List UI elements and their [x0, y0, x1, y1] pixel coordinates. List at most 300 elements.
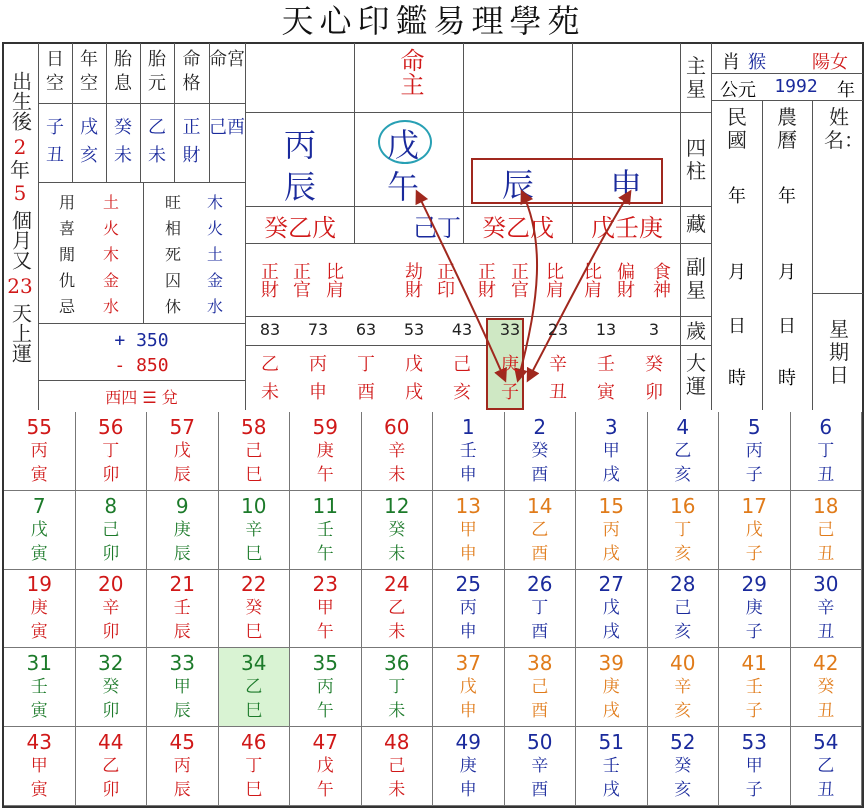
- jiazi-number: 9: [175, 493, 189, 518]
- luck-unit-month: 個月又: [8, 210, 33, 270]
- sub-star: 劫財: [402, 262, 423, 298]
- wuxing-label: 忌: [58, 297, 75, 316]
- wuxing-value: 木: [206, 193, 223, 212]
- jiazi-number: 36: [384, 651, 410, 676]
- jiazi-cell: [719, 412, 791, 491]
- jiazi-cell: [719, 727, 791, 806]
- luck-age: 33: [499, 320, 521, 339]
- wuxing-label: 用: [58, 193, 75, 212]
- jiazi-number: 50: [527, 730, 553, 755]
- jiazi-number: 34: [241, 651, 267, 676]
- jiazi-number: 10: [241, 493, 267, 518]
- jiazi-number: 58: [241, 414, 267, 439]
- nongli-month-label: 月: [778, 262, 796, 283]
- sub-star: 比肩: [543, 262, 564, 298]
- jiazi-number: 27: [598, 572, 624, 597]
- luck-stem: 丁: [357, 354, 375, 375]
- wuxing-value: 金: [206, 271, 223, 290]
- luck-age: 23: [547, 320, 569, 339]
- jiazi-stem: 乙: [245, 677, 263, 698]
- luck-stem: 丙: [309, 354, 327, 375]
- sub-star: 正印: [434, 262, 455, 298]
- name-label: 姓名：: [824, 105, 864, 152]
- kong-value: 癸未: [114, 117, 132, 166]
- jiazi-stem: 丙: [30, 440, 48, 461]
- jiazi-stem: 甲: [173, 677, 191, 698]
- jiazi-number: 15: [598, 493, 624, 518]
- birth-year: 1992: [774, 76, 818, 97]
- gua-label: 西四 ☰ 兌: [105, 388, 178, 407]
- day-stem: 戊: [386, 126, 419, 164]
- jiazi-stem: 丙: [173, 756, 191, 777]
- sub-star: 正官: [290, 262, 311, 298]
- jiazi-branch: 卯: [102, 464, 120, 485]
- jiazi-branch: 寅: [30, 780, 48, 801]
- luck-days: 23: [7, 274, 33, 298]
- luck-branch: 子: [501, 382, 519, 403]
- jiazi-cell: [290, 727, 362, 806]
- jiazi-stem: 乙: [388, 598, 406, 619]
- kong-header: 胎息: [114, 49, 132, 94]
- jiazi-cell: [76, 727, 148, 806]
- main-star-label: 命主: [396, 48, 424, 96]
- jiazi-branch: 午: [316, 464, 334, 485]
- jiazi-stem: 壬: [30, 677, 48, 698]
- label-fuxing: 副星: [686, 255, 706, 302]
- jiazi-number: 51: [598, 730, 624, 755]
- jiazi-number: 53: [741, 730, 767, 755]
- jiazi-number: 56: [98, 414, 124, 439]
- jiazi-cell: [362, 491, 434, 570]
- jiazi-number: 45: [169, 730, 195, 755]
- gongyuan-label: 公元: [720, 80, 756, 101]
- jiazi-stem: 壬: [316, 519, 334, 540]
- jiazi-cell: [719, 570, 791, 649]
- wuxing-label: 相: [164, 219, 181, 238]
- jiazi-cell: [648, 412, 720, 491]
- jiazi-stem: 甲: [30, 756, 48, 777]
- luck-age: 63: [355, 320, 377, 339]
- jiazi-branch: 申: [459, 622, 477, 643]
- kong-header: 胎元: [148, 49, 166, 94]
- nongli-label: 農曆: [777, 105, 797, 152]
- jiazi-cell: [576, 491, 648, 570]
- jiazi-branch: 子: [745, 543, 763, 564]
- jiazi-cell: [290, 648, 362, 727]
- jiazi-number: 3: [604, 414, 618, 439]
- jiazi-number: 4: [676, 414, 690, 439]
- luck-branch: 亥: [453, 382, 471, 403]
- jiazi-cell: [719, 648, 791, 727]
- jiazi-branch: 卯: [102, 701, 120, 722]
- jiazi-number: 1: [461, 414, 475, 439]
- jiazi-number: 13: [455, 493, 481, 518]
- wuxing-label: 喜: [58, 219, 75, 238]
- jiazi-branch: 戌: [602, 780, 620, 801]
- jiazi-branch: 寅: [30, 464, 48, 485]
- jiazi-stem: 丙: [316, 677, 334, 698]
- jiazi-branch: 酉: [531, 464, 549, 485]
- weekday: 星期日: [829, 317, 849, 387]
- jiazi-stem: 辛: [102, 598, 120, 619]
- luck-unit-day: 天上運: [8, 303, 33, 363]
- jiazi-stem: 乙: [531, 519, 549, 540]
- jiazi-branch: 午: [316, 622, 334, 643]
- wuxing-label: 休: [164, 297, 181, 316]
- jiazi-cell: [147, 412, 219, 491]
- luck-age: 73: [307, 320, 329, 339]
- jiazi-branch: 丑: [817, 622, 835, 643]
- jiazi-number: 24: [384, 572, 410, 597]
- jiazi-number: 39: [598, 651, 624, 676]
- luck-stem: 乙: [261, 354, 279, 375]
- zodiac-label: 肖: [722, 52, 740, 73]
- jiazi-stem: 辛: [388, 440, 406, 461]
- jiazi-cell: [791, 570, 863, 649]
- jiazi-branch: 辰: [173, 464, 191, 485]
- jiazi-cell: [505, 727, 577, 806]
- jiazi-number: 19: [26, 572, 52, 597]
- wuxing-value: 水: [206, 297, 223, 316]
- jiazi-branch: 巳: [245, 780, 263, 801]
- jiazi-stem: 丙: [602, 519, 620, 540]
- jiazi-cell: [76, 648, 148, 727]
- jiazi-branch: 戌: [602, 464, 620, 485]
- jiazi-branch: 丑: [817, 701, 835, 722]
- jiazi-stem: 戊: [745, 519, 763, 540]
- jiazi-number: 5: [747, 414, 761, 439]
- jiazi-branch: 酉: [531, 622, 549, 643]
- luck-stem: 己: [453, 354, 471, 375]
- hidden-stems-day: 己丁: [413, 214, 461, 242]
- jiazi-number: 28: [670, 572, 696, 597]
- jiazi-branch: 亥: [674, 622, 692, 643]
- jiazi-cell: [433, 491, 505, 570]
- wuxing-value: 火: [206, 219, 223, 238]
- jiazi-stem: 甲: [745, 756, 763, 777]
- jiazi-cell: [648, 491, 720, 570]
- jiazi-stem: 乙: [817, 756, 835, 777]
- jiazi-cell: [4, 412, 76, 491]
- jiazi-cell: [4, 570, 76, 649]
- jiazi-cell: [791, 491, 863, 570]
- jiazi-number: 41: [741, 651, 767, 676]
- jiazi-number: 40: [670, 651, 696, 676]
- score-minus: - 850: [114, 355, 169, 376]
- jiazi-stem: 壬: [459, 440, 477, 461]
- jiazi-branch: 午: [316, 701, 334, 722]
- jiazi-stem: 辛: [817, 598, 835, 619]
- jiazi-branch: 未: [388, 622, 406, 643]
- jiazi-stem: 癸: [674, 756, 692, 777]
- jiazi-number: 33: [169, 651, 195, 676]
- jiazi-cell: [719, 491, 791, 570]
- sub-star: 食神: [650, 262, 671, 298]
- jiazi-branch: 寅: [30, 543, 48, 564]
- wuxing-value: 金: [102, 271, 119, 290]
- luck-branch: 未: [261, 382, 279, 403]
- jiazi-stem: 己: [245, 440, 263, 461]
- jiazi-stem: 庚: [745, 598, 763, 619]
- yin-yang-gender: 陽女: [812, 52, 848, 73]
- jiazi-cell: [362, 648, 434, 727]
- sub-star: 正官: [508, 262, 529, 298]
- wuxing-label: 死: [164, 245, 181, 264]
- jiazi-stem: 戊: [30, 519, 48, 540]
- jiazi-cell: [433, 570, 505, 649]
- wuxing-value: 水: [102, 297, 119, 316]
- jiazi-cell: [290, 570, 362, 649]
- jiazi-number: 52: [670, 730, 696, 755]
- year-branch: 申: [609, 166, 642, 204]
- kong-value: 子丑: [46, 117, 64, 166]
- jiazi-cell: [147, 648, 219, 727]
- minguo-year-label: 年: [728, 186, 746, 207]
- jiazi-number: 8: [104, 493, 118, 518]
- jiazi-cell: [791, 648, 863, 727]
- jiazi-cell: [219, 727, 291, 806]
- label-dayun: 大運: [686, 351, 706, 398]
- sub-star: 正財: [258, 262, 279, 298]
- label-sui: 歲: [686, 319, 706, 343]
- kong-header: 年空: [80, 49, 98, 94]
- jiazi-number: 12: [384, 493, 410, 518]
- month-branch: 辰: [501, 166, 534, 204]
- jiazi-stem: 庚: [173, 519, 191, 540]
- jiazi-branch: 丑: [817, 543, 835, 564]
- jiazi-stem: 丁: [817, 440, 835, 461]
- jiazi-branch: 亥: [674, 543, 692, 564]
- label-sizhu: 四柱: [686, 136, 706, 183]
- jiazi-cell: [219, 491, 291, 570]
- jiazi-stem: 戊: [459, 677, 477, 698]
- jiazi-number: 47: [312, 730, 338, 755]
- jiazi-stem: 己: [817, 519, 835, 540]
- jiazi-stem: 甲: [316, 598, 334, 619]
- jiazi-branch: 酉: [531, 701, 549, 722]
- jiazi-stem: 丙: [459, 598, 477, 619]
- page-title: 天心印鑑易理學苑: [281, 2, 586, 40]
- jiazi-cell: [147, 727, 219, 806]
- jiazi-number: 16: [670, 493, 696, 518]
- kong-header: 命宮: [209, 49, 245, 70]
- jiazi-stem: 己: [388, 756, 406, 777]
- jiazi-cell: [76, 570, 148, 649]
- jiazi-stem: 癸: [102, 677, 120, 698]
- jiazi-branch: 未: [388, 464, 406, 485]
- jiazi-branch: 寅: [30, 622, 48, 643]
- jiazi-cell: [147, 491, 219, 570]
- luck-branch: 酉: [357, 382, 375, 403]
- jiazi-number: 37: [455, 651, 481, 676]
- jiazi-stem: 癸: [531, 440, 549, 461]
- jiazi-branch: 未: [388, 701, 406, 722]
- jiazi-stem: 戊: [173, 440, 191, 461]
- luck-age: 3: [648, 320, 660, 339]
- jiazi-branch: 子: [745, 780, 763, 801]
- luck-branch: 申: [309, 382, 327, 403]
- jiazi-branch: 寅: [30, 701, 48, 722]
- jiazi-stem: 庚: [602, 677, 620, 698]
- jiazi-number: 20: [98, 572, 124, 597]
- kong-header: 命格: [182, 49, 201, 94]
- jiazi-branch: 戌: [602, 543, 620, 564]
- jiazi-branch: 卯: [102, 622, 120, 643]
- luck-age: 13: [595, 320, 617, 339]
- jiazi-stem: 丁: [245, 756, 263, 777]
- jiazi-number: 25: [455, 572, 481, 597]
- wuxing-label: 旺: [164, 193, 181, 212]
- jiazi-cell: [362, 727, 434, 806]
- jiazi-stem: 丁: [388, 677, 406, 698]
- jiazi-number: 11: [312, 493, 338, 518]
- jiazi-branch: 丑: [817, 780, 835, 801]
- jiazi-number: 43: [26, 730, 52, 755]
- kong-value: 乙未: [148, 117, 166, 166]
- luck-branch: 卯: [645, 382, 663, 403]
- jiazi-stem: 癸: [817, 677, 835, 698]
- minguo-day-label: 日: [728, 316, 746, 337]
- day-branch: 午: [386, 168, 419, 206]
- jiazi-stem: 壬: [745, 677, 763, 698]
- hidden-stems-month: 癸乙戊: [482, 214, 554, 242]
- jiazi-stem: 辛: [674, 677, 692, 698]
- sub-star: 偏財: [614, 262, 635, 298]
- jiazi-cell: [219, 648, 291, 727]
- jiazi-branch: 辰: [173, 622, 191, 643]
- hidden-stems-year: 戊壬庚: [591, 214, 663, 242]
- jiazi-number: 42: [813, 651, 839, 676]
- jiazi-stem: 庚: [316, 440, 334, 461]
- jiazi-number: 14: [527, 493, 553, 518]
- jiazi-stem: 癸: [245, 598, 263, 619]
- wuxing-value: 土: [102, 193, 119, 212]
- wuxing-value: 木: [102, 245, 119, 264]
- jiazi-number: 48: [384, 730, 410, 755]
- jiazi-number: 32: [98, 651, 124, 676]
- nongli-year-label: 年: [778, 186, 796, 207]
- jiazi-branch: 辰: [173, 543, 191, 564]
- jiazi-stem: 庚: [30, 598, 48, 619]
- nongli-day-label: 日: [778, 316, 796, 337]
- jiazi-branch: 申: [459, 543, 477, 564]
- jiazi-number: 46: [241, 730, 267, 755]
- nongli-hour-label: 時: [778, 368, 796, 389]
- label-zhuxing: 主星: [686, 54, 706, 101]
- luck-unit-year: 年: [10, 158, 30, 182]
- jiazi-stem: 辛: [531, 756, 549, 777]
- jiazi-cell: [219, 570, 291, 649]
- jiazi-cell: [433, 412, 505, 491]
- jiazi-number: 7: [32, 493, 46, 518]
- jiazi-branch: 巳: [245, 464, 263, 485]
- jiazi-cell: [362, 570, 434, 649]
- jiazi-cell: [76, 491, 148, 570]
- jiazi-branch: 未: [388, 543, 406, 564]
- jiazi-branch: 子: [745, 622, 763, 643]
- jiazi-cell: [576, 412, 648, 491]
- jiazi-number: 30: [813, 572, 839, 597]
- wuxing-label: 囚: [164, 271, 181, 290]
- jiazi-number: 17: [741, 493, 767, 518]
- jiazi-number: 35: [312, 651, 338, 676]
- jiazi-number: 55: [26, 414, 52, 439]
- jiazi-number: 60: [384, 414, 410, 439]
- score-plus: + 350: [114, 330, 169, 351]
- jiazi-branch: 卯: [102, 543, 120, 564]
- hour-branch: 辰: [283, 168, 316, 206]
- jiazi-cell: [648, 570, 720, 649]
- jiazi-cell: [505, 412, 577, 491]
- jiazi-number: 26: [527, 572, 553, 597]
- luck-years: 2: [13, 135, 27, 159]
- jiazi-number: 18: [813, 493, 839, 518]
- luck-age: 43: [451, 320, 473, 339]
- jiazi-number: 2: [533, 414, 547, 439]
- jiazi-cell: [791, 412, 863, 491]
- sub-star: 比肩: [323, 262, 344, 298]
- jiazi-stem: 壬: [602, 756, 620, 777]
- jiazi-branch: 亥: [674, 701, 692, 722]
- jiazi-branch: 戌: [602, 622, 620, 643]
- jiazi-stem: 庚: [459, 756, 477, 777]
- jiazi-branch: 午: [316, 780, 334, 801]
- jiazi-cell: [362, 412, 434, 491]
- jiazi-number: 59: [312, 414, 338, 439]
- jiazi-stem: 丁: [531, 598, 549, 619]
- kong-value: 戌亥: [80, 117, 98, 166]
- jiazi-stem: 己: [531, 677, 549, 698]
- jiazi-stem: 癸: [388, 519, 406, 540]
- kong-value: 己酉: [209, 117, 245, 138]
- jiazi-cell: [219, 412, 291, 491]
- jiazi-stem: 己: [674, 598, 692, 619]
- jiazi-number: 21: [169, 572, 195, 597]
- jiazi-branch: 巳: [245, 622, 263, 643]
- jiazi-cell: [290, 491, 362, 570]
- jiazi-cell: [147, 570, 219, 649]
- zodiac-value: 猴: [748, 52, 766, 73]
- jiazi-branch: 申: [459, 780, 477, 801]
- luck-stem: 壬: [597, 354, 615, 375]
- jiazi-branch: 巳: [245, 701, 263, 722]
- jiazi-stem: 己: [102, 519, 120, 540]
- jiazi-branch: 酉: [531, 780, 549, 801]
- minguo-month-label: 月: [728, 262, 746, 283]
- sixty-jiazi-grid: [4, 412, 862, 806]
- jiazi-stem: 壬: [173, 598, 191, 619]
- jiazi-cell: [4, 491, 76, 570]
- jiazi-stem: 丁: [674, 519, 692, 540]
- jiazi-branch: 申: [459, 701, 477, 722]
- jiazi-number: 23: [312, 572, 338, 597]
- jiazi-number: 49: [455, 730, 481, 755]
- luck-branch: 寅: [597, 382, 615, 403]
- luck-stem: 癸: [645, 354, 663, 375]
- hour-stem: 丙: [283, 126, 316, 164]
- jiazi-stem: 甲: [459, 519, 477, 540]
- jiazi-number: 57: [169, 414, 195, 439]
- jiazi-cell: [576, 648, 648, 727]
- jiazi-branch: 酉: [531, 543, 549, 564]
- jiazi-stem: 丁: [102, 440, 120, 461]
- jiazi-cell: [576, 570, 648, 649]
- jiazi-cell: [4, 648, 76, 727]
- jiazi-branch: 亥: [674, 780, 692, 801]
- luck-stem: 辛: [549, 354, 567, 375]
- kong-header: 日空: [46, 49, 64, 94]
- jiazi-number: 44: [98, 730, 124, 755]
